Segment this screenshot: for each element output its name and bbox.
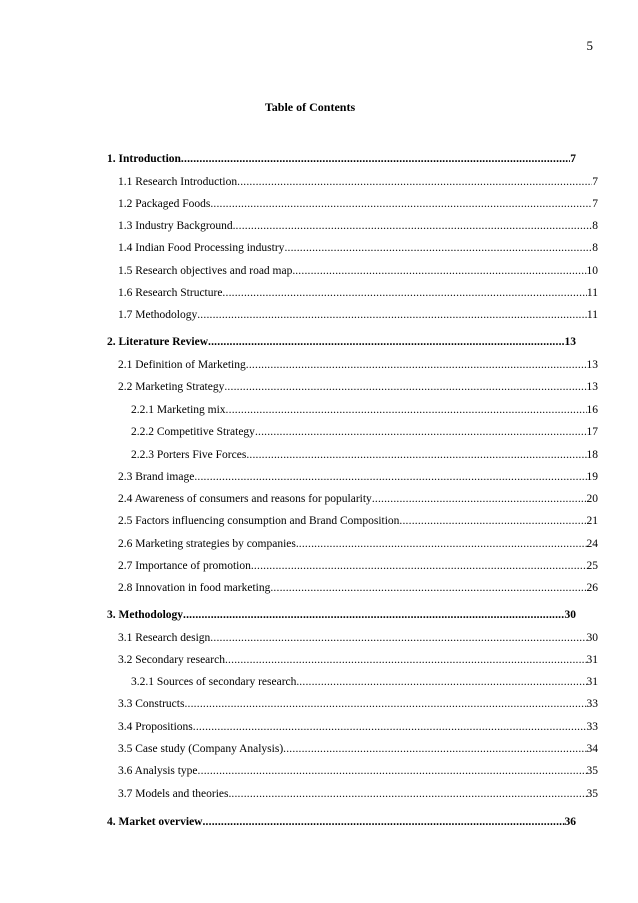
toc-entry[interactable]	[118, 631, 598, 645]
toc-entry-page: 31	[586, 676, 598, 688]
toc-entry-label: 1.2 Packaged Foods	[118, 198, 211, 210]
dot-leader	[210, 197, 592, 211]
toc-entry-label: 1.6 Research Structure	[118, 287, 223, 299]
dot-leader	[183, 608, 564, 622]
dot-leader	[255, 425, 587, 439]
toc-entry-label: 3.7 Models and theories.	[118, 788, 232, 800]
toc-entry-label: 1.4 Indian Food Processing industry	[118, 242, 285, 254]
dot-leader	[202, 815, 564, 829]
dot-leader	[295, 264, 586, 278]
toc-entry-label: 3.3 Constructs	[118, 698, 185, 710]
toc-entry-label: 2.1 Definition of Marketing	[118, 359, 246, 371]
toc-title: Table of Contents	[264, 100, 356, 114]
toc-entry-label: 2.2 Marketing Strategy	[118, 381, 225, 393]
dot-leader	[399, 514, 586, 528]
toc-chapter-entry[interactable]	[107, 815, 576, 829]
toc-entry[interactable]	[118, 175, 598, 189]
dot-leader	[231, 787, 586, 801]
dot-leader	[246, 448, 586, 462]
toc-entry[interactable]	[118, 514, 598, 528]
toc-entry[interactable]	[118, 470, 598, 484]
toc-entry-label: 1.7 Methodology	[118, 309, 198, 321]
toc-entry-page: 30	[586, 632, 598, 644]
toc-entry-page: 13	[586, 381, 598, 393]
toc-entry-label: 2.5 Factors influencing consumption and Brand Composition	[118, 515, 400, 527]
toc-entry-label: 2.7 Importance of promotion	[118, 560, 251, 572]
toc-entry-page: 13	[564, 336, 576, 348]
toc-entry-page: 36	[564, 816, 576, 828]
toc-entry-page: 8	[592, 220, 598, 232]
toc-entry-page: 35	[586, 765, 598, 777]
dot-leader	[299, 675, 586, 689]
toc-entry-page: 24	[586, 538, 598, 550]
toc-entry-label: 2.6 Marketing strategies by companies.	[118, 538, 299, 550]
toc-entry[interactable]	[118, 308, 598, 322]
toc-entry-label: 3. Methodology	[107, 609, 184, 621]
toc-entry-label: 2.3 Brand image	[118, 471, 195, 483]
toc-entry[interactable]	[118, 380, 598, 394]
dot-leader	[237, 175, 592, 189]
toc-chapter-entry[interactable]	[107, 608, 576, 622]
dot-leader	[251, 559, 587, 573]
toc-entry[interactable]	[118, 197, 598, 211]
toc-entry-page: 13	[586, 359, 598, 371]
toc-entry-page: 16	[586, 404, 598, 416]
toc-entry[interactable]	[131, 675, 598, 689]
toc-entry-label: 1.1 Research Introduction	[118, 176, 238, 188]
toc-entry-label: 1.5 Research objectives and road map.	[118, 265, 296, 277]
page-number: 5	[586, 38, 593, 53]
toc-entry-page: 7	[592, 176, 598, 188]
toc-entry-label: 3.5 Case study (Company Analysis)	[118, 743, 284, 755]
toc-entry[interactable]	[118, 764, 598, 778]
toc-entry-label: 3.2.1 Sources of secondary research.	[131, 676, 300, 688]
toc-entry[interactable]	[118, 697, 598, 711]
dot-leader	[222, 286, 587, 300]
toc-entry-page: 34	[586, 743, 598, 755]
toc-entry-label: 2.2.3 Porters Five Forces	[131, 449, 247, 461]
dot-leader	[184, 697, 586, 711]
toc-entry[interactable]	[118, 492, 598, 506]
toc-entry-page: 11	[586, 309, 598, 321]
toc-entry[interactable]	[118, 720, 598, 734]
toc-entry-page: 31	[586, 654, 598, 666]
toc-entry-label: 3.1 Research design	[118, 632, 211, 644]
toc-entry-label: 2.8 Innovation in food marketing	[118, 582, 271, 594]
dot-leader	[181, 152, 570, 166]
toc-entry[interactable]	[118, 559, 598, 573]
dot-leader	[270, 581, 586, 595]
dot-leader	[193, 720, 587, 734]
dot-leader	[210, 631, 586, 645]
toc-entry-page: 17	[586, 426, 598, 438]
dot-leader	[236, 219, 593, 233]
dot-leader	[246, 358, 587, 372]
toc-entry[interactable]	[118, 653, 598, 667]
toc-entry-label: 4. Market overview	[107, 816, 203, 828]
toc-entry-label: 2.2.1 Marketing mix	[131, 404, 226, 416]
toc-entry[interactable]	[118, 219, 598, 233]
dot-leader	[299, 537, 587, 551]
toc-entry-label: 3.2 Secondary research	[118, 654, 225, 666]
dot-leader	[225, 653, 587, 667]
toc-entry-page: 30	[564, 609, 576, 621]
toc-entry-page: 7	[570, 153, 576, 165]
toc-entry-label: 1.3 Industry Background.	[118, 220, 236, 232]
dot-leader	[194, 470, 586, 484]
toc-entry-page: 33	[586, 698, 598, 710]
toc-entry[interactable]	[131, 425, 598, 439]
toc-entry-label: 3.6 Analysis type	[118, 765, 198, 777]
toc-entry[interactable]	[118, 742, 598, 756]
toc-entry[interactable]	[118, 241, 598, 255]
toc-entry-page: 35	[586, 788, 598, 800]
toc-entry-page: 10	[586, 265, 598, 277]
dot-leader	[208, 335, 564, 349]
dot-leader	[197, 308, 587, 322]
toc-entry-page: 25	[586, 560, 598, 572]
toc-entry-label: 2.4 Awareness of consumers and reasons for popularity	[118, 493, 372, 505]
toc-entry[interactable]	[131, 448, 598, 462]
toc-entry-page: 11	[586, 287, 598, 299]
dot-leader	[198, 764, 587, 778]
dot-leader	[283, 742, 586, 756]
toc-entry-page: 21	[586, 515, 598, 527]
toc-entry[interactable]	[118, 286, 598, 300]
toc-entry[interactable]	[131, 403, 598, 417]
toc-entry-page: 19	[586, 471, 598, 483]
toc-entry-page: 18	[586, 449, 598, 461]
toc-entry-label: 1. Introduction	[107, 153, 181, 165]
toc-entry-page: 8	[592, 242, 598, 254]
toc-chapter-entry[interactable]	[107, 152, 576, 166]
dot-leader	[226, 403, 587, 417]
dot-leader	[224, 380, 586, 394]
toc-entry-page: 20	[586, 493, 598, 505]
toc-chapter-entry[interactable]	[107, 335, 576, 349]
toc-entry-page: 26	[586, 582, 598, 594]
toc-entry-label: 2. Literature Review	[107, 336, 209, 348]
toc-entry-label: 2.2.2 Competitive Strategy	[131, 426, 255, 438]
toc-entry-page: 7	[592, 198, 598, 210]
dot-leader	[372, 492, 587, 506]
toc-entry[interactable]	[118, 358, 598, 372]
toc-entry[interactable]	[118, 264, 598, 278]
toc-entry[interactable]	[118, 581, 598, 595]
dot-leader	[284, 241, 592, 255]
toc-entry[interactable]	[118, 537, 598, 551]
toc-entry-label: 3.4 Propositions	[118, 721, 193, 733]
toc-entry[interactable]	[118, 787, 598, 801]
toc-entry-page: 33	[586, 721, 598, 733]
